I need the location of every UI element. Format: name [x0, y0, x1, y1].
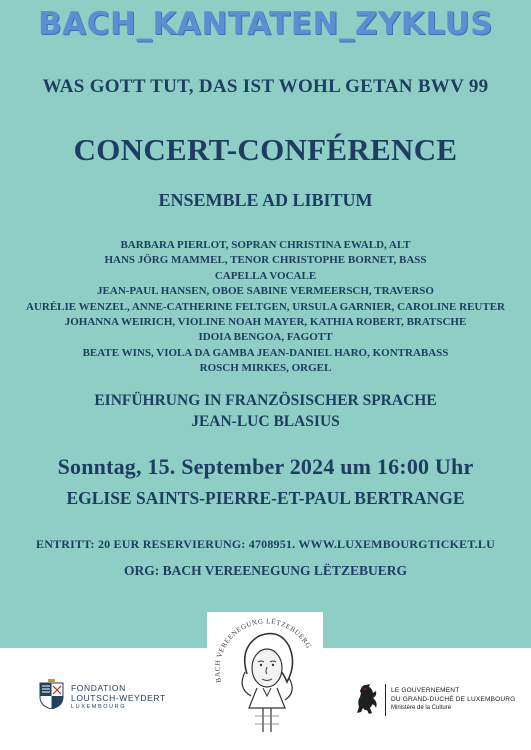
fondation-logo — [38, 679, 178, 713]
ensemble-name: ENSEMBLE AD LIBITUM — [158, 190, 373, 210]
introduction-block — [0, 390, 531, 432]
ticket-info: ENTRITT: 20 EUR RESERVIERUNG: 4708951. WWW.LUXEMBOURGTICKET.LU — [36, 537, 495, 551]
government-line-1: LE GOUVERNEMENT — [391, 687, 460, 694]
coat-of-arms-icon — [38, 679, 65, 709]
logo-divider — [385, 684, 386, 716]
ministry-name: Ministère de la Culture — [391, 705, 452, 711]
event-type-heading: CONCERT-CONFÉRENCE — [73, 132, 458, 167]
bach-portrait-icon — [207, 612, 323, 744]
musicians-line: AURÉLIE WENZEL, ANNE-CATHERINE FELTGEN, URSULA GARNIER, CAROLINE REUTER — [25, 300, 505, 313]
poster-headline: BACH_KANTATEN_ZYKLUS — [38, 6, 493, 42]
musicians-line: IDOIA BENGOA, FAGOTT — [198, 331, 333, 344]
event-venue: EGLISE SAINTS-PIERRE-ET-PAUL BERTRANGE — [66, 488, 465, 508]
government-line-2: DU GRAND-DUCHÉ DE LUXEMBOURG — [391, 696, 516, 703]
introduction-language: EINFÜHRUNG IN FRANZÖSISCHER SPRACHE — [94, 392, 437, 409]
musicians-line: ROSCH MIRKES, ORGEL — [199, 362, 332, 375]
fondation-name-1: FONDATION — [71, 683, 126, 693]
fondation-name-2: LOUTSCH-WEYDERT — [71, 693, 166, 703]
cantata-title: WAS GOTT TUT, DAS IST WOHL GETAN BWV 99 — [42, 76, 489, 97]
musicians-list — [0, 238, 531, 377]
musicians-line: BEATE WINS, VIOLA DA GAMBA JEAN-DANIEL HARO, KONTRABASS — [82, 346, 449, 359]
musicians-line: JEAN-PAUL HANSEN, OBOE SABINE VERMEERSCH, TRAVERSO — [97, 285, 434, 298]
government-logo — [355, 682, 525, 722]
fondation-text — [71, 683, 166, 710]
event-date: Sonntag, 15. September 2024 um 16:00 Uhr — [57, 454, 474, 479]
musicians-line: JOHANNA WEIRICH, VIOLINE NOAH MAYER, KATHIA ROBERT, BRATSCHE — [64, 316, 467, 329]
musicians-line: BARBARA PIERLOT, SOPRAN CHRISTINA EWALD, ALT — [120, 239, 411, 251]
introduction-speaker: JEAN-LUC BLASIUS — [191, 413, 340, 430]
musicians-line: HANS JÖRG MAMMEL, TENOR CHRISTOPHE BORNET, BASS — [104, 254, 427, 267]
fondation-location: LUXEMBOURG — [71, 704, 127, 710]
bach-portrait-logo — [207, 612, 323, 744]
portrait-caption: BACH VEREENEGUNG LËTZEBUERG — [213, 617, 313, 684]
red-lion-icon — [355, 682, 379, 716]
musicians-line: CAPELLA VOCALE — [214, 269, 317, 282]
organizer: ORG: BACH VEREENEGUNG LËTZEBUERG — [124, 563, 407, 578]
government-text — [391, 686, 515, 713]
